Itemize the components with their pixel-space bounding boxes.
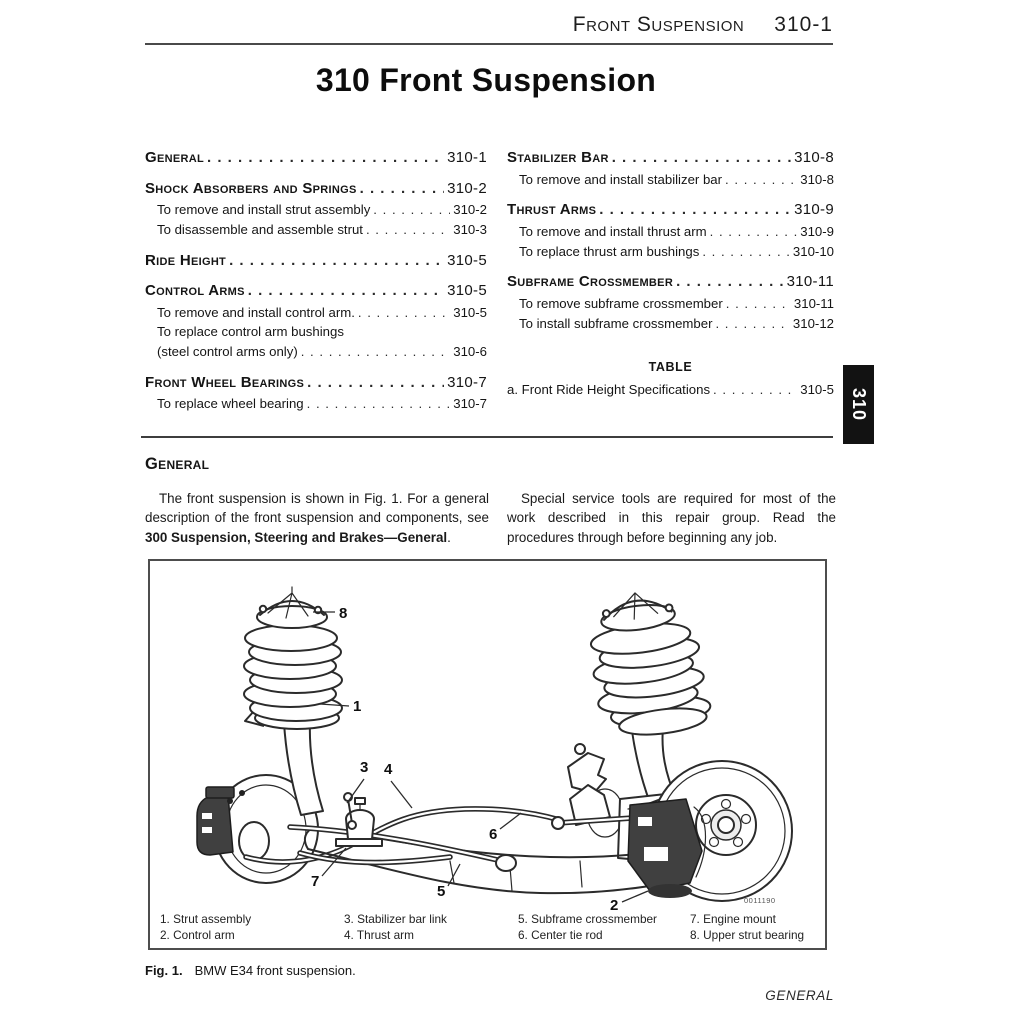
table-entry-label: a. Front Ride Height Specifications — [507, 382, 711, 398]
toc-heading-label: Thrust Arms — [507, 201, 597, 219]
toc-page-ref: 310-10 — [792, 243, 834, 259]
toc-heading-label: Front Wheel Bearings — [145, 373, 305, 391]
running-header — [145, 13, 833, 37]
toc-page-ref: 310-11 — [793, 295, 834, 311]
dot-leader — [599, 200, 791, 220]
toc-section-ride-height — [145, 251, 487, 271]
figure-caption-label: Fig. 1. — [145, 963, 183, 978]
dot-leader — [360, 179, 445, 199]
paragraph-text: The front suspension is shown in Fig. 1. For a general description of the front suspension and components, see — [145, 491, 489, 526]
toc-sub-label: To replace wheel bearing — [157, 396, 304, 412]
dot-leader — [301, 342, 451, 362]
toc-sub-label: To remove and install strut assembly — [157, 202, 371, 217]
toc-sub-label: To replace control arm bushings — [157, 324, 344, 340]
toc-left-column — [145, 148, 487, 425]
toc-section-general — [145, 148, 487, 168]
toc-page-ref: 310-11 — [786, 273, 834, 291]
dot-leader — [373, 200, 450, 220]
toc-heading-label: Subframe Crossmember — [507, 273, 674, 291]
figure-legend — [160, 912, 821, 943]
header-rule — [145, 43, 833, 45]
toc-page-ref: 310-9 — [794, 201, 834, 219]
toc-sub-label: To remove subframe crossmember — [519, 295, 723, 311]
callout-5: 5 — [437, 883, 446, 900]
toc-sub-label: To remove and install thrust arm — [519, 223, 707, 239]
paragraph-text: . — [447, 529, 451, 545]
legend-item: 1. Strut assembly — [160, 911, 252, 926]
toc-page-ref: 310-2 — [453, 202, 487, 217]
toc-page-ref: 310-1 — [447, 149, 487, 166]
toc-section-stabilizer-bar — [507, 148, 834, 189]
toc-sub-label: To install subframe crossmember — [519, 315, 713, 331]
toc-sub-label: (steel control arms only) — [157, 344, 298, 360]
toc-page-ref: 310-5 — [800, 382, 834, 398]
suspension-diagram — [150, 561, 825, 913]
drawing-number: 0011190 — [744, 896, 776, 905]
toc-heading-label: Stabilizer Bar — [507, 149, 609, 166]
general-paragraph-left — [145, 489, 489, 547]
toc-section-control-arms — [145, 281, 487, 362]
legend-item: 8. Upper strut bearing — [690, 928, 805, 943]
header-section-title: Front Suspension — [572, 13, 745, 36]
toc-page-ref: 310-6 — [453, 344, 487, 360]
legend-item: 6. Center tie rod — [518, 928, 603, 943]
section-tab-label: 310 — [849, 387, 870, 422]
dot-leader — [612, 148, 791, 168]
dot-leader — [702, 242, 790, 262]
toc-page-ref: 310-12 — [792, 315, 834, 331]
dot-leader — [715, 314, 789, 334]
toc-heading-label: General — [145, 149, 204, 166]
toc-heading-label: Ride Height — [145, 251, 227, 269]
legend-item: 3. Stabilizer bar link — [344, 911, 447, 926]
callout-8: 8 — [339, 605, 348, 622]
dot-leader — [307, 394, 451, 414]
dot-leader — [358, 303, 450, 323]
legend-item: 4. Thrust arm — [344, 928, 414, 943]
page-footer: GENERAL — [765, 988, 834, 1003]
figure-caption-text: BMW E34 front suspension. — [194, 963, 356, 978]
legend-item: 7. Engine mount — [690, 911, 776, 926]
toc-section-subframe-crossmember — [507, 272, 834, 333]
toc-page-ref: 310-8 — [794, 149, 834, 166]
callout-6: 6 — [489, 826, 498, 843]
toc-page-ref: 310-9 — [800, 223, 834, 239]
toc-page-ref: 310-5 — [447, 251, 487, 269]
callout-2: 2 — [610, 897, 619, 913]
toc-sub-label: To disassemble and assemble strut — [157, 221, 363, 237]
dot-leader — [248, 281, 444, 301]
page-title: 310 Front Suspension — [315, 62, 657, 98]
figure-caption — [145, 963, 356, 978]
toc-page-ref: 310-8 — [800, 171, 834, 187]
cross-reference-bold: 300 Suspension, Steering and Brakes—General — [145, 529, 448, 545]
toc-table-block — [507, 358, 834, 400]
general-paragraph-right: Special service tools are required for most of the work described in this repair group. Read the procedures through before beginning any job. — [507, 491, 836, 545]
callout-1: 1 — [353, 698, 362, 715]
callout-4: 4 — [384, 761, 393, 778]
toc-section-thrust-arms — [507, 200, 834, 261]
legend-item: 5. Subframe crossmember — [518, 911, 657, 926]
left-strut-assembly — [197, 587, 342, 883]
toc-page-ref: 310-3 — [453, 221, 487, 237]
dot-leader — [307, 373, 444, 393]
toc-page-ref: 310-7 — [453, 396, 487, 412]
toc-section-front-wheel-bearings — [145, 373, 487, 414]
toc-right-column — [507, 148, 834, 400]
section-divider-rule — [141, 436, 833, 438]
table-heading: TABLE — [648, 360, 693, 375]
legend-item: 2. Control arm — [160, 928, 235, 943]
header-page-number: 310-1 — [774, 13, 833, 36]
toc-section-shock-absorbers — [145, 179, 487, 240]
toc-page-ref: 310-5 — [453, 304, 487, 320]
toc-heading-label: Shock Absorbers and Springs — [145, 179, 357, 197]
toc-page-ref: 310-7 — [447, 373, 487, 391]
dot-leader — [207, 148, 444, 168]
dot-leader — [726, 294, 791, 314]
toc-sub-label: To remove and install control arm. — [157, 304, 355, 320]
dot-leader — [713, 380, 797, 400]
toc-page-ref: 310-5 — [447, 282, 487, 300]
figure-box — [148, 559, 827, 950]
dot-leader — [676, 272, 784, 292]
toc-heading-label: Control Arms — [145, 282, 245, 300]
engine-mount — [336, 798, 382, 846]
dot-leader — [366, 220, 450, 240]
general-section-heading: General — [145, 455, 210, 473]
callout-3: 3 — [360, 759, 369, 776]
dot-leader — [229, 251, 444, 271]
toc-sub-label: To replace thrust arm bushings — [519, 243, 700, 259]
dot-leader — [710, 222, 798, 242]
dot-leader — [725, 170, 797, 190]
callout-7: 7 — [311, 873, 320, 890]
toc-page-ref: 310-2 — [447, 179, 487, 197]
toc-sub-label: To remove and install stabilizer bar — [519, 171, 723, 187]
section-tab — [843, 365, 874, 444]
